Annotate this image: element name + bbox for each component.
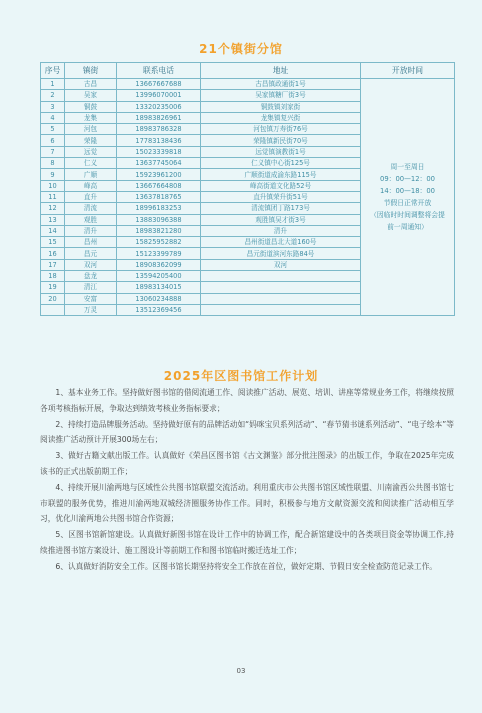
cell-town: 荣隆 [65, 135, 117, 146]
cell-index: 10 [41, 180, 65, 191]
cell-address: 清流镇团丁路173号 [201, 203, 361, 214]
cell-town: 吴家 [65, 90, 117, 101]
cell-address: 昌元街道滨河东路84号 [201, 248, 361, 259]
plan-paragraph: 5、区图书馆新馆建设。认真做好新图书馆在设计工作中的协调工作，配合新馆建设中的各类项目资金等协调工作,持续推进图书馆方案设计、施工图设计等前期工作和图书馆临时搬迁选址工作； [40, 530, 454, 555]
opening-hours-line: （因临时时间调整将会提前一周通知） [370, 211, 445, 232]
cell-phone: 13667667688 [117, 79, 201, 90]
header-phone: 联系电话 [117, 63, 201, 79]
cell-index: 5 [41, 124, 65, 135]
cell-address [201, 304, 361, 315]
header-hours: 开放时间 [361, 63, 455, 79]
cell-index: 15 [41, 237, 65, 248]
cell-address: 峰高街道文化路52号 [201, 180, 361, 191]
cell-index: 13 [41, 214, 65, 225]
cell-address: 昌州街道昌北大道160号 [201, 237, 361, 248]
cell-index: 20 [41, 293, 65, 304]
table-header-row [41, 63, 455, 79]
cell-phone: 18908362099 [117, 259, 201, 270]
cell-address: 观胜镇吴才街3号 [201, 214, 361, 225]
plan-paragraph: 3、做好古籍文献出版工作。认真做好《荣昌区图书馆《古文渊鉴》部分批注图录》的出版工作，争取在2025年完成该书的正式出版前期工作； [40, 451, 454, 476]
cell-phone: 15923961200 [117, 169, 201, 180]
cell-index: 17 [41, 259, 65, 270]
plan-body [40, 385, 454, 575]
cell-address: 双河 [201, 259, 361, 270]
cell-address: 直升镇荣升街51号 [201, 191, 361, 202]
cell-phone: 15825952882 [117, 237, 201, 248]
cell-address: 清升 [201, 225, 361, 236]
cell-town: 盘龙 [65, 271, 117, 282]
branches-table [40, 62, 455, 316]
plan-title: 2025年区图书馆工作计划 [163, 369, 319, 383]
header-town: 镇街 [65, 63, 117, 79]
cell-town: 万灵 [65, 304, 117, 315]
cell-phone: 13996070001 [117, 90, 201, 101]
cell-phone: 18983821280 [117, 225, 201, 236]
cell-index: 16 [41, 248, 65, 259]
cell-address [201, 293, 361, 304]
opening-hours-line: 周一至周日 [390, 163, 425, 172]
cell-phone: 13320235006 [117, 101, 201, 112]
cell-index: 12 [41, 203, 65, 214]
cell-index: 6 [41, 135, 65, 146]
cell-town: 仁义 [65, 158, 117, 169]
cell-town: 观胜 [65, 214, 117, 225]
cell-address: 荣隆镇新民街70号 [201, 135, 361, 146]
cell-phone: 13060234888 [117, 293, 201, 304]
plan-paragraph: 6、认真做好消防安全工作。区图书馆长期坚持将安全工作放在首位，做好定期、节假日安全检查防范记录工作。 [55, 561, 437, 571]
cell-phone: 13667664808 [117, 180, 201, 191]
cell-address: 广顺街道成渝东路115号 [201, 169, 361, 180]
opening-hours-cell [361, 79, 455, 316]
cell-index: 11 [41, 191, 65, 202]
cell-address [201, 271, 361, 282]
cell-index [41, 304, 65, 315]
cell-address: 仁义镇中心街125号 [201, 158, 361, 169]
cell-index: 4 [41, 112, 65, 123]
header-index: 序号 [41, 63, 65, 79]
cell-town: 清江 [65, 282, 117, 293]
branches-title: 21个镇街分馆 [199, 42, 283, 56]
cell-town: 安富 [65, 293, 117, 304]
cell-phone: 13637745064 [117, 158, 201, 169]
opening-hours-line: 14：00—18：00 [380, 187, 435, 196]
cell-phone: 18983134015 [117, 282, 201, 293]
cell-index: 8 [41, 158, 65, 169]
opening-hours-line: 09：00—12：00 [380, 175, 435, 184]
cell-phone: 13594205400 [117, 271, 201, 282]
cell-phone: 13883096388 [117, 214, 201, 225]
cell-town: 昌州 [65, 237, 117, 248]
cell-town: 广顺 [65, 169, 117, 180]
cell-town: 昌元 [65, 248, 117, 259]
cell-phone: 18983826961 [117, 112, 201, 123]
cell-phone: 13512369456 [117, 304, 201, 315]
cell-phone: 15023339818 [117, 146, 201, 157]
cell-town: 古昌 [65, 79, 117, 90]
cell-town: 河包 [65, 124, 117, 135]
cell-index: 14 [41, 225, 65, 236]
cell-address: 铜鼓镇刘家街 [201, 101, 361, 112]
cell-phone: 18983786328 [117, 124, 201, 135]
cell-phone: 18996183253 [117, 203, 201, 214]
plan-paragraph: 4、持续开展川渝两地与区域性公共图书馆联盟交流活动。利用重庆市公共图书馆区域性联盟、川南渝西公共图书馆七市联盟的服务优势，推进川渝两地双城经济圈服务协作工作。同时，积极参与地方文献资源交流和阅读推广活动相互学习，优化川渝两地公共图书馆合作资源； [40, 482, 454, 524]
cell-town: 直升 [65, 191, 117, 202]
cell-address: 河包镇万寿街76号 [201, 124, 361, 135]
cell-phone: 17783138436 [117, 135, 201, 146]
cell-town: 铜鼓 [65, 101, 117, 112]
header-address: 地址 [201, 63, 361, 79]
cell-address: 吴家镇糖厂街3号 [201, 90, 361, 101]
cell-index: 9 [41, 169, 65, 180]
opening-hours-line: 节假日正常开放 [383, 199, 432, 208]
cell-phone: 13637818765 [117, 191, 201, 202]
cell-index: 18 [41, 271, 65, 282]
page-number: 03 [236, 667, 246, 675]
cell-town: 远觉 [65, 146, 117, 157]
cell-index: 2 [41, 90, 65, 101]
plan-paragraph: 2、持续打造品牌服务活动。坚持做好原有的品牌活动如“妈咪宝贝系列活动”、“春节猜书谜系列活动”、“电子绘本”等阅读推广活动预计开展300场左右； [40, 419, 454, 445]
cell-index: 1 [41, 79, 65, 90]
cell-town: 峰高 [65, 180, 117, 191]
cell-address [201, 282, 361, 293]
table-row [41, 79, 455, 90]
cell-index: 19 [41, 282, 65, 293]
cell-index: 3 [41, 101, 65, 112]
cell-index: 7 [41, 146, 65, 157]
cell-address: 龙集镇复兴街 [201, 112, 361, 123]
cell-town: 清流 [65, 203, 117, 214]
cell-town: 双河 [65, 259, 117, 270]
cell-town: 清升 [65, 225, 117, 236]
cell-town: 龙集 [65, 112, 117, 123]
cell-address: 古昌镇政通街1号 [201, 79, 361, 90]
cell-phone: 15123399789 [117, 248, 201, 259]
cell-address: 远觉镇演教街1号 [201, 146, 361, 157]
plan-paragraph: 1、基本业务工作。坚持做好图书馆的借阅流通工作、阅读推广活动、展览、培训、讲座等常规业务工作，将继续按照各项考核指标开展，争取达到绩效考核业务指标要求； [40, 388, 454, 413]
